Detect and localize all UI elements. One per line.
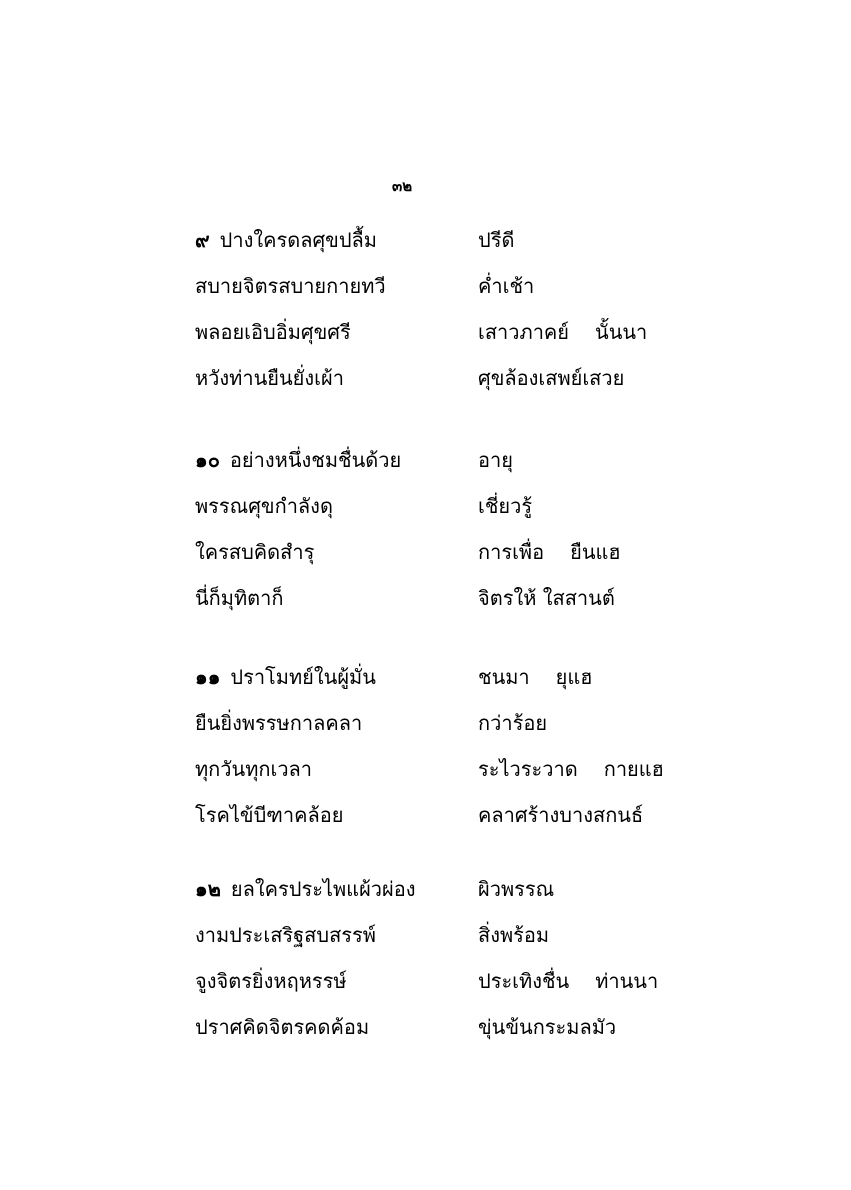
verse-line-first-half: ปราศคิดจิตรคดค้อม [195, 1015, 370, 1039]
verse-line-first-half: พรรณศุขกำลังดุ [195, 494, 333, 518]
verse-line-second-text: อายุ [478, 448, 513, 472]
verse-line-second-half [478, 446, 539, 474]
verse-line-first-half [195, 663, 376, 691]
verse-line-second-text: การเพื่อ [478, 540, 545, 564]
verse-number: ๑๑ [195, 665, 221, 689]
verse-line-first-half: พลอยเอิบอิ่มศุขศรี [195, 320, 351, 344]
verse-line-tail: นั้นนา [595, 320, 648, 344]
verse-line-second-half [478, 318, 647, 346]
verse-line [195, 1013, 715, 1059]
verse-line-second-half [478, 492, 558, 520]
verse-line-second-text: ผิวพรรณ [478, 877, 555, 901]
verse-line-first-half: หวังท่านยืนยั่งเผ้า [195, 366, 344, 390]
verse-line-second-text: ประเทิงชื่น [478, 969, 570, 993]
verse-line-second-half [478, 272, 560, 300]
verse-line-tail: ท่านนา [595, 969, 659, 993]
verse-line-tail: ยุแฮ [555, 665, 593, 689]
verse-line [195, 272, 715, 318]
verse-line-first-text: ยลใครประไพแผ้วผ่อง [230, 877, 416, 901]
verse-line-second-half [478, 584, 641, 612]
verse-line-first-half: ยืนยิ่งพรรษกาลคลา [195, 711, 363, 735]
verse-stanza [195, 226, 715, 410]
verse-stanza [195, 875, 715, 1059]
verse-line-second-half [478, 364, 650, 392]
verse-line-second-text: เชี่ยวรู้ [478, 494, 533, 518]
verse-line-first-text: อย่างหนึ่งชมชื่นด้วย [229, 448, 402, 472]
verse-line-second-half [478, 921, 575, 949]
verse-line [195, 875, 715, 921]
verse-line-second-text: ขุ่นข้นกระมลมัว [478, 1015, 617, 1039]
verse-line [195, 967, 715, 1013]
verse-line-first-half [195, 226, 377, 254]
verse-line [195, 446, 715, 492]
verse-line [195, 663, 715, 709]
verse-line [195, 538, 715, 584]
verse-line-second-half [478, 967, 658, 995]
verse-line-second-half [478, 1013, 642, 1041]
verse-line [195, 801, 715, 847]
verse-line-first-half: ใครสบคิดสำรุ [195, 540, 315, 564]
verse-line-first-text: ปราโมทย์ในผู้มั่น [230, 665, 376, 689]
verse-line-second-text: ชนมา [478, 665, 530, 689]
verse-line-first-text: ปางใครดลศุขปลื้ม [219, 228, 377, 252]
verse-line-second-half [478, 538, 621, 566]
verse-line-second-text: ค่ำเช้า [478, 274, 535, 298]
verse-line-second-text: ระไวระวาด [478, 757, 578, 781]
verse-line [195, 492, 715, 538]
verse-line-second-text: คลาศร้างบางสกนธ์ [478, 803, 644, 827]
verse-line-second-text: กว่าร้อย [478, 711, 548, 735]
verse-line-second-half [478, 663, 593, 691]
verse-number: ๙ [195, 228, 210, 252]
verse-stanza [195, 663, 715, 847]
page-number: ๓๒ [392, 177, 413, 195]
verse-number: ๑๐ [195, 448, 220, 472]
verse-line [195, 709, 715, 755]
verse-line-first-half: ทุกวันทุกเวลา [195, 757, 313, 781]
verse-line-first-half [195, 875, 416, 903]
verse-line-second-text: สิ่งพร้อม [478, 923, 550, 947]
verse-line [195, 226, 715, 272]
verse-line-first-half: สบายจิตรสบายกายทวี [195, 274, 386, 298]
verse-number: ๑๒ [195, 877, 221, 901]
verse-line-second-text: จิตรให้ ใสสานต์ [478, 586, 615, 610]
verse-line [195, 584, 715, 630]
verse-line [195, 318, 715, 364]
verse-line-second-half [478, 801, 669, 829]
verse-line-first-half: จูงจิตรยิ่งหฤหรรษ์ [195, 969, 347, 993]
verse-line-second-half [478, 709, 573, 737]
verse-line-second-text: ศุขล้องเสพย์เสวย [478, 366, 625, 390]
verse-line-second-half [478, 755, 664, 783]
verse-line [195, 364, 715, 410]
verse-line-second-half [478, 875, 580, 903]
verse-line [195, 921, 715, 967]
verse-line-first-half: งามประเสริฐสบสรรพ์ [195, 923, 376, 947]
verse-line-first-half: โรคไข้บีฑาคล้อย [195, 803, 344, 827]
verse-line-tail: ยืนแฮ [570, 540, 621, 564]
verse-line-first-half [195, 446, 401, 474]
verse-stanza [195, 446, 715, 630]
verse-line-second-half [478, 226, 540, 254]
verse-line-tail: กายแฮ [603, 757, 664, 781]
verse-line-second-text: ปรีดี [478, 228, 515, 252]
verse-line-second-text: เสาวภาคย์ [478, 320, 570, 344]
verse-line [195, 755, 715, 801]
verse-line-first-half: นี่ก็มุทิตาก็ [195, 586, 284, 610]
